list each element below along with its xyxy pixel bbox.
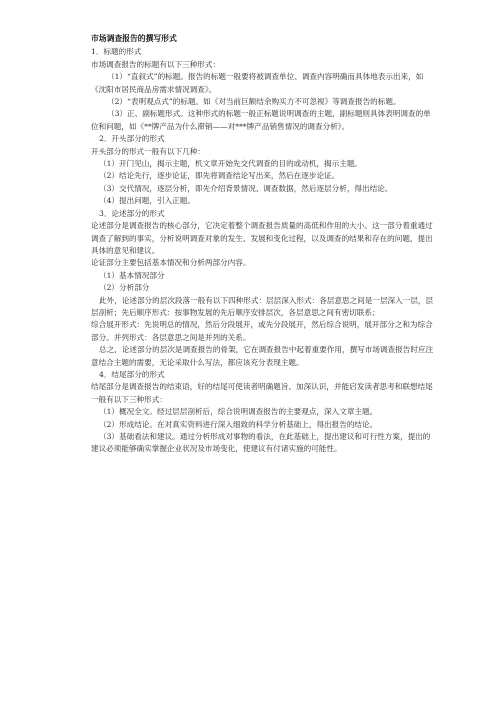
paragraph: 结尾部分是调查报告的结束语，好的结尾可使读者明确题旨、加深认识，并能启发读者思考和联想结尾一般有以下三种形式： [91,382,433,404]
paragraph: 4．结尾部分的形式 [99,369,165,379]
document-body [91,33,434,456]
paragraph: 市场调查报告的标题有以下三种形式： [91,59,221,69]
paragraph-list [91,46,434,455]
paragraph: 论证部分主要包括基本情况和分析两部分内容。 [91,258,251,268]
paragraph: （2）“表明观点式”的标题。如《对当前巨额结余购买力不可忽视》等调查报告的标题。 [107,97,401,107]
paragraph: （2）形成结论。在对真实资料进行深入细致的科学分析基础上，得出报告的结论。 [99,419,378,429]
paragraph: 总之，论述部分的层次是调查报告的骨架，它在调查报告中起着重要作用，撰写市场调查报告时应注意结合主题的需要，无论采取什么写法，都应该充分表现主题。 [91,345,434,367]
paragraph: （1）开门见山，揭示主题，机文章开始先交代调查的目的或动机，揭示主题。 [99,159,363,169]
paragraph: （2）结论先行，逐步论证，即先将调查结论写出来，然后在逐步论证。 [99,171,340,181]
document-title: 市场调查报告的撰写形式 [91,34,177,43]
paragraph: 2．开头部分的形式 [99,134,165,144]
paragraph: （4）提出问题，引入正题。 [99,196,195,206]
paragraph: （1）“直叙式”的标题。报告的标题一般要将被调查单位、调查内容明确而具体地表示出来，如《沈阳市居民商品房需求情况调查》。 [91,72,424,94]
paragraph: （2）分析部分 [99,283,150,293]
paragraph: 1．标题的形式 [91,47,142,57]
paragraph: （1）基本情况部分 [99,270,165,280]
paragraph: （3）正、副标题形式。这种形式的标题一般正标题说明调查的主题，副标题则具体表明调查的单位和问题，如《**牌产品为什么滞销——对***牌产品销售情况的调查分析》。 [91,109,431,131]
paragraph: 论述部分是调查报告的核心部分，它决定着整个调查报告质量的高低和作用的大小。这一部分着重通过调查了解到的事实，分析说明调查对象的发生、发展和变化过程，以及调查的结果和存在的问题，提出具体的意见和建议。 [91,221,433,255]
paragraph: 3．论述部分的形式 [99,208,165,218]
paragraph: 综合展开形式：先说明总的情况，然后分段展开，或先分段展开，然后综合说明，展开部分之和为综合部分。并列形式：各层意思之间是并列的关系。 [91,320,433,342]
paragraph: （3）基础看法和建议。通过分析形成对事物的看法，在此基础上，提出建议和可行性方案，提出的建议必须能够确实掌握企业状况及市场变化，使建议有付诸实施的可能性。 [91,432,431,454]
paragraph: （1）概况全文。经过层层剖析后，综合说明调查报告的主要观点，深入文章主题。 [99,407,378,417]
paragraph: 开头部分的形式一般有以下几种： [91,146,205,156]
paragraph: （3）交代情况，逐层分析，即先介绍背景情况、调查数据，然后逐层分析，得出结论。 [99,183,393,193]
paragraph: 此外，论述部分的层次段落一般有以下四种形式：层层深入形式：各层意思之间是一层深入一层，层层剖析；先后顺序形式：按事物发展的先后顺序安排层次，各层意思之间有密切联系； [91,295,434,317]
